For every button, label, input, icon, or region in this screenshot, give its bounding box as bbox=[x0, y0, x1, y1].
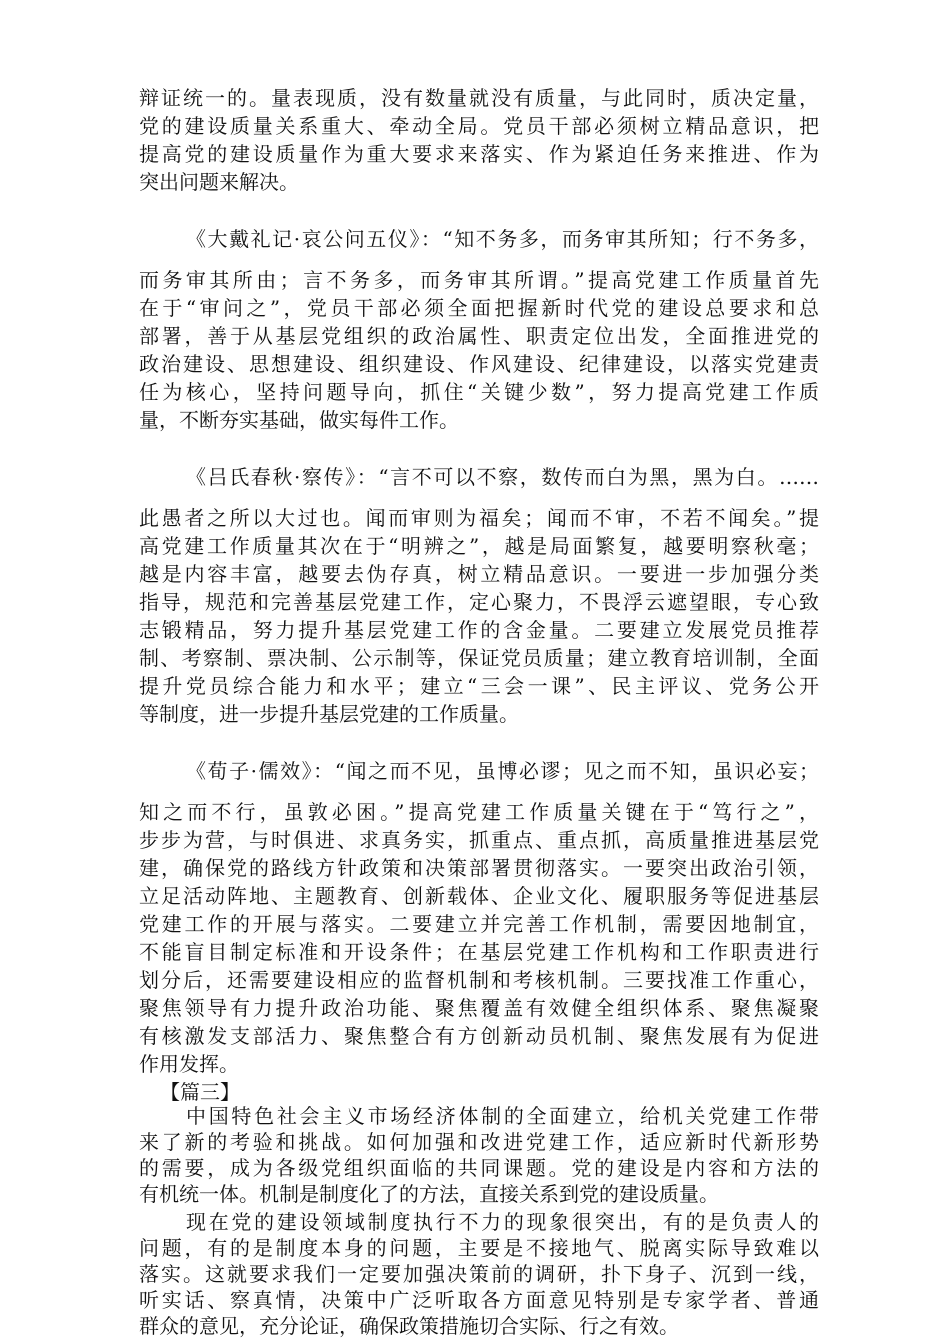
text-line: 提升党员综合能力和水平；建立“三会一课”、民主评议、党务公开 bbox=[139, 674, 819, 698]
text-line: 越是内容丰富，越要去伪存真，树立精品意识。一要进一步加强分类 bbox=[139, 562, 819, 586]
text-line: 任为核心，坚持问题导向，抓住“关键少数”，努力提高党建工作质 bbox=[139, 380, 819, 404]
text-line: 立足活动阵地、主题教育、创新载体、企业文化、履职服务等促进基层 bbox=[139, 884, 819, 908]
text-line: 等制度，进一步提升基层党建的工作质量。 bbox=[139, 702, 519, 726]
text-line: 中国特色社会主义市场经济体制的全面建立，给机关党建工作带 bbox=[186, 1104, 819, 1128]
text-line: 提高党的建设质量作为重大要求来落实、作为紧迫任务来推进、作为 bbox=[139, 142, 819, 166]
text-line: 有机统一体。机制是制度化了的方法，直接关系到党的建设质量。 bbox=[139, 1182, 719, 1206]
text-line: 在于“审问之”，党员干部必须全面把握新时代党的建设总要求和总 bbox=[139, 296, 819, 320]
text-line: 指导，规范和完善基层党建工作，定心聚力，不畏浮云遮望眼，专心致 bbox=[139, 590, 819, 614]
text-line: 现在党的建设领域制度执行不力的现象很突出，有的是负责人的 bbox=[186, 1210, 819, 1234]
text-line: 划分后，还需要建设相应的监督机制和考核机制。三要找准工作重心， bbox=[139, 968, 819, 992]
text-line: 问题，有的是制度本身的问题，主要是不接地气、脱离实际导致难以 bbox=[139, 1236, 819, 1260]
text-line: 步步为营，与时俱进、求真务实，抓重点、重点抓，高质量推进基层党 bbox=[139, 828, 819, 852]
text-line: 群众的意见，充分论证，确保政策措施切合实际、行之有效。 bbox=[139, 1314, 679, 1338]
text-line: 作用发挥。 bbox=[139, 1052, 239, 1076]
text-line: 此愚者之所以大过也。闻而审则为福矣；闻而不审，不若不闻矣。”提 bbox=[139, 506, 819, 530]
text-line: 党的建设质量关系重大、牵动全局。党员干部必须树立精品意识，把 bbox=[139, 114, 819, 138]
text-line: 《大戴礼记·哀公问五仪》：“知不务多，而务审其所知；行不务多， bbox=[186, 227, 819, 251]
text-line: 辩证统一的。量表现质，没有数量就没有质量，与此同时，质决定量， bbox=[139, 86, 819, 110]
text-line: 建，确保党的路线方针政策和决策部署贯彻落实。一要突出政治引领， bbox=[139, 856, 819, 880]
text-line: 《吕氏春秋·察传》：“言不可以不察，数传而白为黑，黑为白。…… bbox=[186, 465, 819, 489]
text-line: 量，不断夯实基础，做实每件工作。 bbox=[139, 408, 459, 432]
text-line: 落实。这就要求我们一定要加强决策前的调研，扑下身子、沉到一线， bbox=[139, 1262, 819, 1286]
text-line: 的需要，成为各级党组织面临的共同课题。党的建设是内容和方法的 bbox=[139, 1156, 819, 1180]
text-line: 志锻精品，努力提升基层党建工作的含金量。二要建立发展党员推荐 bbox=[139, 618, 819, 642]
text-line: 高党建工作质量其次在于“明辨之”，越是局面繁复，越要明察秋毫； bbox=[139, 534, 819, 558]
text-line: 知之而不行，虽敦必困。”提高党建工作质量关键在于“笃行之”， bbox=[139, 800, 819, 824]
text-line: 制、考察制、票决制、公示制等，保证党员质量；建立教育培训制，全面 bbox=[139, 646, 819, 670]
text-line: 而务审其所由；言不务多，而务审其所谓。”提高党建工作质量首先 bbox=[139, 268, 819, 292]
text-line: 党建工作的开展与落实。二要建立并完善工作机制，需要因地制宜， bbox=[139, 912, 819, 936]
text-line: 政治建设、思想建设、组织建设、作风建设、纪律建设，以落实党建责 bbox=[139, 352, 819, 376]
text-line: 来了新的考验和挑战。如何加强和改进党建工作，适应新时代新形势 bbox=[139, 1130, 819, 1154]
text-line: 《荀子·儒效》：“闻之而不见，虽博必谬；见之而不知，虽识必妄； bbox=[186, 759, 819, 783]
text-line: 突出问题来解决。 bbox=[139, 170, 299, 194]
text-line: 聚焦领导有力提升政治功能、聚焦覆盖有效健全组织体系、聚焦凝聚 bbox=[139, 996, 819, 1020]
text-line: 有核激发支部活力、聚焦整合有方创新动员机制、聚焦发展有为促进 bbox=[139, 1024, 819, 1048]
text-line: 部署，善于从基层党组织的政治属性、职责定位出发，全面推进党的 bbox=[139, 324, 819, 348]
section-heading: 【篇三】 bbox=[160, 1080, 240, 1104]
text-line: 不能盲目制定标准和开设条件；在基层党建工作机构和工作职责进行 bbox=[139, 940, 819, 964]
text-line: 听实话、察真情，决策中广泛听取各方面意见特别是专家学者、普通 bbox=[139, 1288, 819, 1312]
